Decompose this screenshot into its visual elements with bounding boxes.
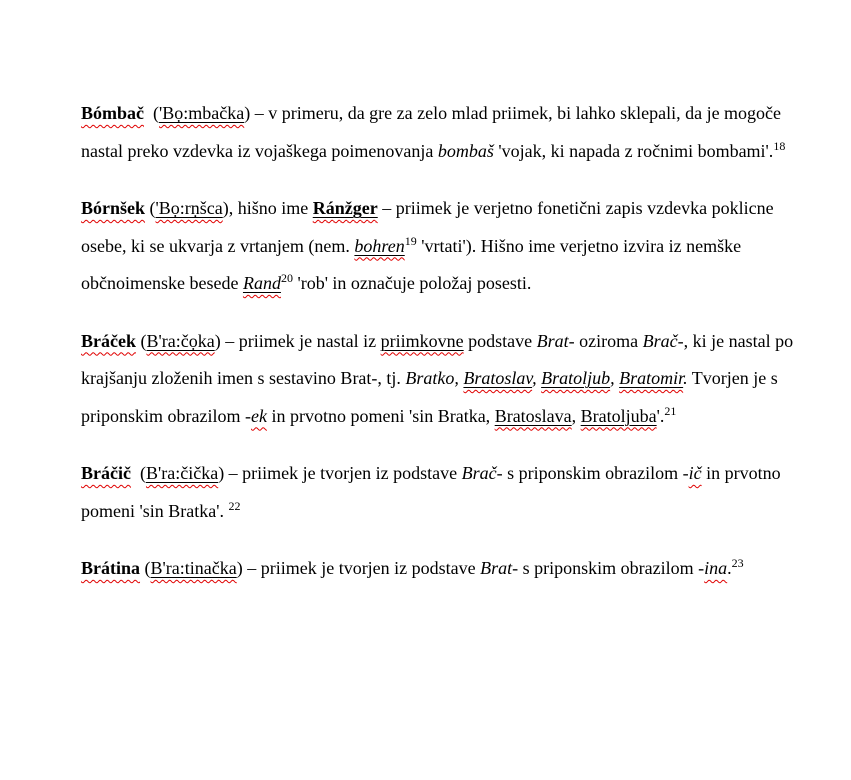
- entry-bornsek: [81, 190, 801, 303]
- text-run: (: [140, 558, 151, 578]
- spellcheck-squiggle-text: Bráček: [81, 330, 136, 351]
- headword: [81, 103, 144, 123]
- spellcheck-squiggle-text: Bratoslav: [463, 368, 533, 388]
- spellcheck-squiggle-text: ina: [704, 558, 728, 578]
- text-run: [495, 406, 572, 426]
- text-run: ) – priimek je tvorjen iz podstave: [236, 558, 481, 578]
- text-run: Brat-: [536, 330, 575, 351]
- phonetic-transcription: [146, 463, 218, 483]
- text-run: '.: [656, 405, 665, 426]
- footnote-ref: 22: [228, 498, 241, 513]
- text-run: ) – priimek je nastal iz: [214, 330, 381, 351]
- text-run: .: [683, 368, 688, 388]
- text-run: Brač-: [642, 330, 684, 351]
- phonetic-transcription: [159, 103, 244, 123]
- text-run: ,: [571, 405, 581, 426]
- entry-bracek: [81, 323, 801, 436]
- text-run: (: [145, 198, 156, 218]
- text-run: [541, 368, 610, 388]
- headword: [81, 331, 136, 351]
- text-run: [619, 368, 683, 388]
- text-run: in prvotno pomeni 'sin Bratka'.: [81, 463, 786, 521]
- entry-bombac: [81, 95, 801, 170]
- spellcheck-squiggle-text: Rand: [242, 273, 281, 293]
- text-run: [581, 406, 657, 426]
- text-run: Brač-: [461, 463, 503, 483]
- spellcheck-squiggle-text: Bórnšek: [81, 198, 146, 218]
- spellcheck-squiggle-text: 'Bọ:mbačka: [159, 103, 245, 123]
- spellcheck-squiggle-text: 'Bọ:rṇšca: [155, 198, 223, 218]
- spellcheck-squiggle-text: ič: [688, 463, 702, 483]
- text-run: ) – v primeru, da gre za zelo mlad priimek, bi lahko sklepali, da je mogoče nastal preko vzdevka iz vojaškega poimenovanja: [81, 103, 786, 161]
- spellcheck-squiggle-text: Brátina: [81, 558, 141, 578]
- text-run: [243, 273, 281, 293]
- footnote-ref: 21: [664, 403, 677, 418]
- text-run: ), hišno ime: [222, 198, 313, 218]
- text-run: bombaš: [437, 140, 494, 161]
- text-run: , ki je nastal po krajšanju zloženih imen s sestavino Brat-, tj.: [81, 330, 798, 388]
- spellcheck-squiggle-text: B'ra:tinačka: [150, 558, 237, 578]
- text-run: Brat-: [480, 558, 519, 578]
- spellcheck-squiggle-text: B'ra:čička: [145, 463, 219, 483]
- text-run: [704, 558, 727, 578]
- spellcheck-squiggle-text: Ránžger: [312, 198, 378, 218]
- text-run: ,: [610, 368, 620, 388]
- footnote-ref: 23: [731, 556, 744, 570]
- phonetic-transcription: [151, 558, 237, 578]
- text-run: [251, 406, 267, 426]
- phonetic-transcription: [156, 198, 223, 218]
- phonetic-transcription: [146, 331, 214, 351]
- text-run: – priimek je verjetno fonetični zapis vzdevka poklicne osebe, ki se ukvarja z vrtanjem (nem.: [81, 198, 779, 256]
- house-name: [313, 198, 378, 218]
- text-run: (: [144, 103, 159, 123]
- text-run: (: [135, 330, 147, 351]
- text-run: s priponskim obrazilom -: [502, 463, 689, 483]
- spellcheck-squiggle-text: Bómbač: [81, 103, 144, 123]
- text-run: ) – priimek je tvorjen iz podstave: [218, 463, 462, 483]
- entry-bracic: [81, 455, 801, 530]
- text-run: 'vrtati'). Hišno ime verjetno izvira iz nemške občnoimenske besede: [81, 235, 746, 293]
- headword: [81, 198, 145, 218]
- headword: [81, 558, 140, 578]
- text-run: 'vojak, ki napada z ročnimi bombami'.: [493, 140, 774, 161]
- spellcheck-squiggle-text: Bratoljuba: [580, 405, 657, 426]
- text-run: Tvorjen je s priponskim obrazilom -: [81, 368, 783, 426]
- footnote-ref: 19: [404, 233, 417, 248]
- spellcheck-squiggle-text: Bráčič: [81, 463, 131, 483]
- text-run: .: [727, 558, 732, 578]
- text-run: [354, 236, 404, 256]
- text-run: [689, 463, 702, 483]
- text-run: 'rob' in označuje položaj posesti.: [292, 273, 532, 293]
- text-run: ,: [532, 368, 542, 388]
- text-run: oziroma: [574, 330, 643, 351]
- text-run: [381, 331, 464, 351]
- text-run: Bratko,: [405, 368, 459, 388]
- text-run: s priponskim obrazilom -: [518, 558, 705, 578]
- spellcheck-squiggle-text: B'ra:čọka: [146, 330, 215, 351]
- text-run: in prvotno pomeni 'sin Bratka,: [266, 405, 495, 426]
- spellcheck-squiggle-text: bohren: [354, 235, 405, 256]
- footnote-ref: 20: [280, 271, 293, 285]
- spellcheck-squiggle-text: Bratomir: [619, 368, 684, 388]
- text-run: (: [130, 463, 146, 483]
- spellcheck-squiggle-text: Bratoljub: [541, 368, 611, 388]
- footnote-ref: 18: [773, 138, 786, 153]
- text-run: [463, 368, 532, 388]
- document-body: [81, 95, 801, 588]
- text-run: podstave: [463, 330, 537, 351]
- headword: [81, 463, 131, 483]
- spellcheck-squiggle-text: ek: [250, 405, 267, 426]
- spellcheck-squiggle-text: Bratoslava: [494, 405, 572, 426]
- spellcheck-squiggle-text: priimkovne: [380, 330, 464, 351]
- entry-bratina: [81, 550, 801, 588]
